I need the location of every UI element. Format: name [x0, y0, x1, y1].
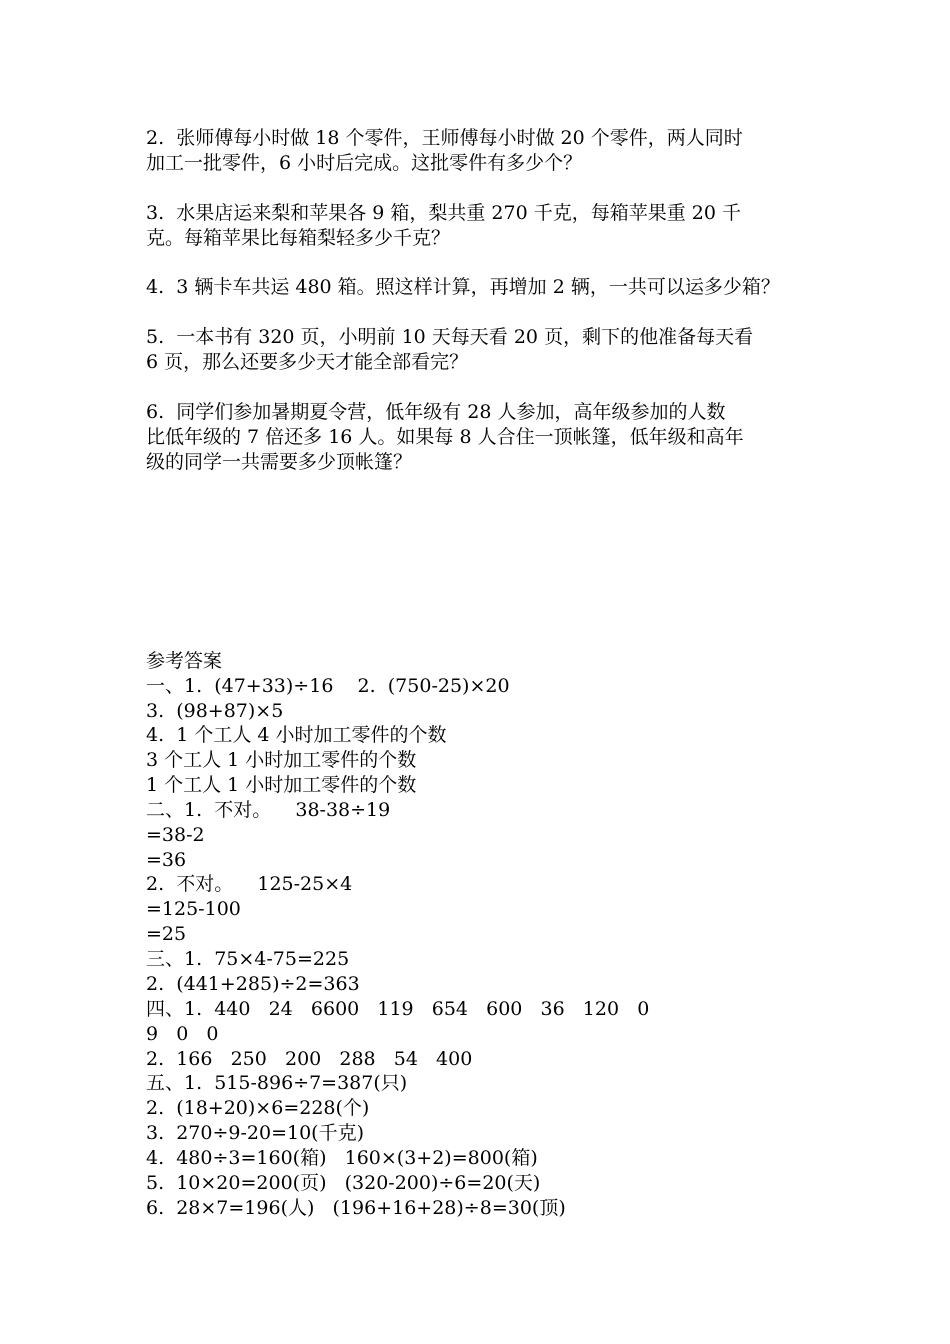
answer-line: 4. 1 个工人 4 小时加工零件的个数 — [146, 724, 447, 746]
answer-line: 3. (98+87)×5 — [146, 700, 284, 722]
answers-title: 参考答案 — [146, 650, 223, 672]
answer-line: 3. 270÷9-20=10(千克) — [146, 1122, 364, 1144]
answer-line: 一、1. (47+33)÷16 2. (750-25)×20 — [146, 675, 510, 697]
answer-line: =38-2 — [146, 824, 205, 846]
question-6-line-1: 6. 同学们参加暑期夏令营，低年级有 28 人参加，高年级参加的人数 — [146, 401, 726, 423]
question-4-line-1: 4. 3 辆卡车共运 480 箱。照这样计算，再增加 2 辆，一共可以运多少箱？ — [146, 276, 780, 298]
answer-line: =36 — [146, 849, 187, 871]
answer-line: 四、1. 440 24 6600 119 654 600 36 120 0 — [146, 998, 650, 1020]
question-2-line-2: 加工一批零件，6 小时后完成。这批零件有多少个？ — [146, 152, 583, 174]
answer-line: 二、1. 不对。 38-38÷19 — [146, 799, 391, 821]
answer-line: 3 个工人 1 小时加工零件的个数 — [146, 749, 417, 771]
answer-line: 三、1. 75×4-75=225 — [146, 948, 350, 970]
answer-line: 1 个工人 1 小时加工零件的个数 — [146, 774, 417, 796]
answer-line: 9 0 0 — [146, 1023, 219, 1045]
answer-line: 2. (18+20)×6=228(个) — [146, 1097, 370, 1119]
answer-line: 2. 不对。 125-25×4 — [146, 873, 353, 895]
question-5-line-1: 5. 一本书有 320 页，小明前 10 天每天看 20 页，剩下的他准备每天看 — [146, 326, 754, 348]
answer-line: 6. 28×7=196(人) (196+16+28)÷8=30(顶) — [146, 1197, 566, 1219]
question-2-line-1: 2. 张师傅每小时做 18 个零件，王师傅每小时做 20 个零件，两人同时 — [146, 127, 743, 149]
answer-line: 2. (441+285)÷2=363 — [146, 973, 360, 995]
question-6-line-2: 比低年级的 7 倍还多 16 人。如果每 8 人合住一顶帐篷，低年级和高年 — [146, 426, 744, 448]
question-3-line-1: 3. 水果店运来梨和苹果各 9 箱，梨共重 270 千克，每箱苹果重 20 千 — [146, 202, 741, 224]
question-5-line-2: 6 页，那么还要多少天才能全部看完？ — [146, 351, 469, 373]
answer-line: =125-100 — [146, 898, 241, 920]
question-6-line-3: 级的同学一共需要多少顶帐篷？ — [146, 451, 413, 473]
answer-line: 4. 480÷3=160(箱) 160×(3+2)=800(箱) — [146, 1147, 538, 1169]
answer-line: 5. 10×20=200(页) (320-200)÷6=20(天) — [146, 1172, 541, 1194]
question-3-line-2: 克。每箱苹果比每箱梨轻多少千克？ — [146, 227, 451, 249]
answer-line: 五、1. 515-896÷7=387(只) — [146, 1072, 408, 1094]
answer-line: =25 — [146, 923, 187, 945]
answer-line: 2. 166 250 200 288 54 400 — [146, 1048, 473, 1070]
